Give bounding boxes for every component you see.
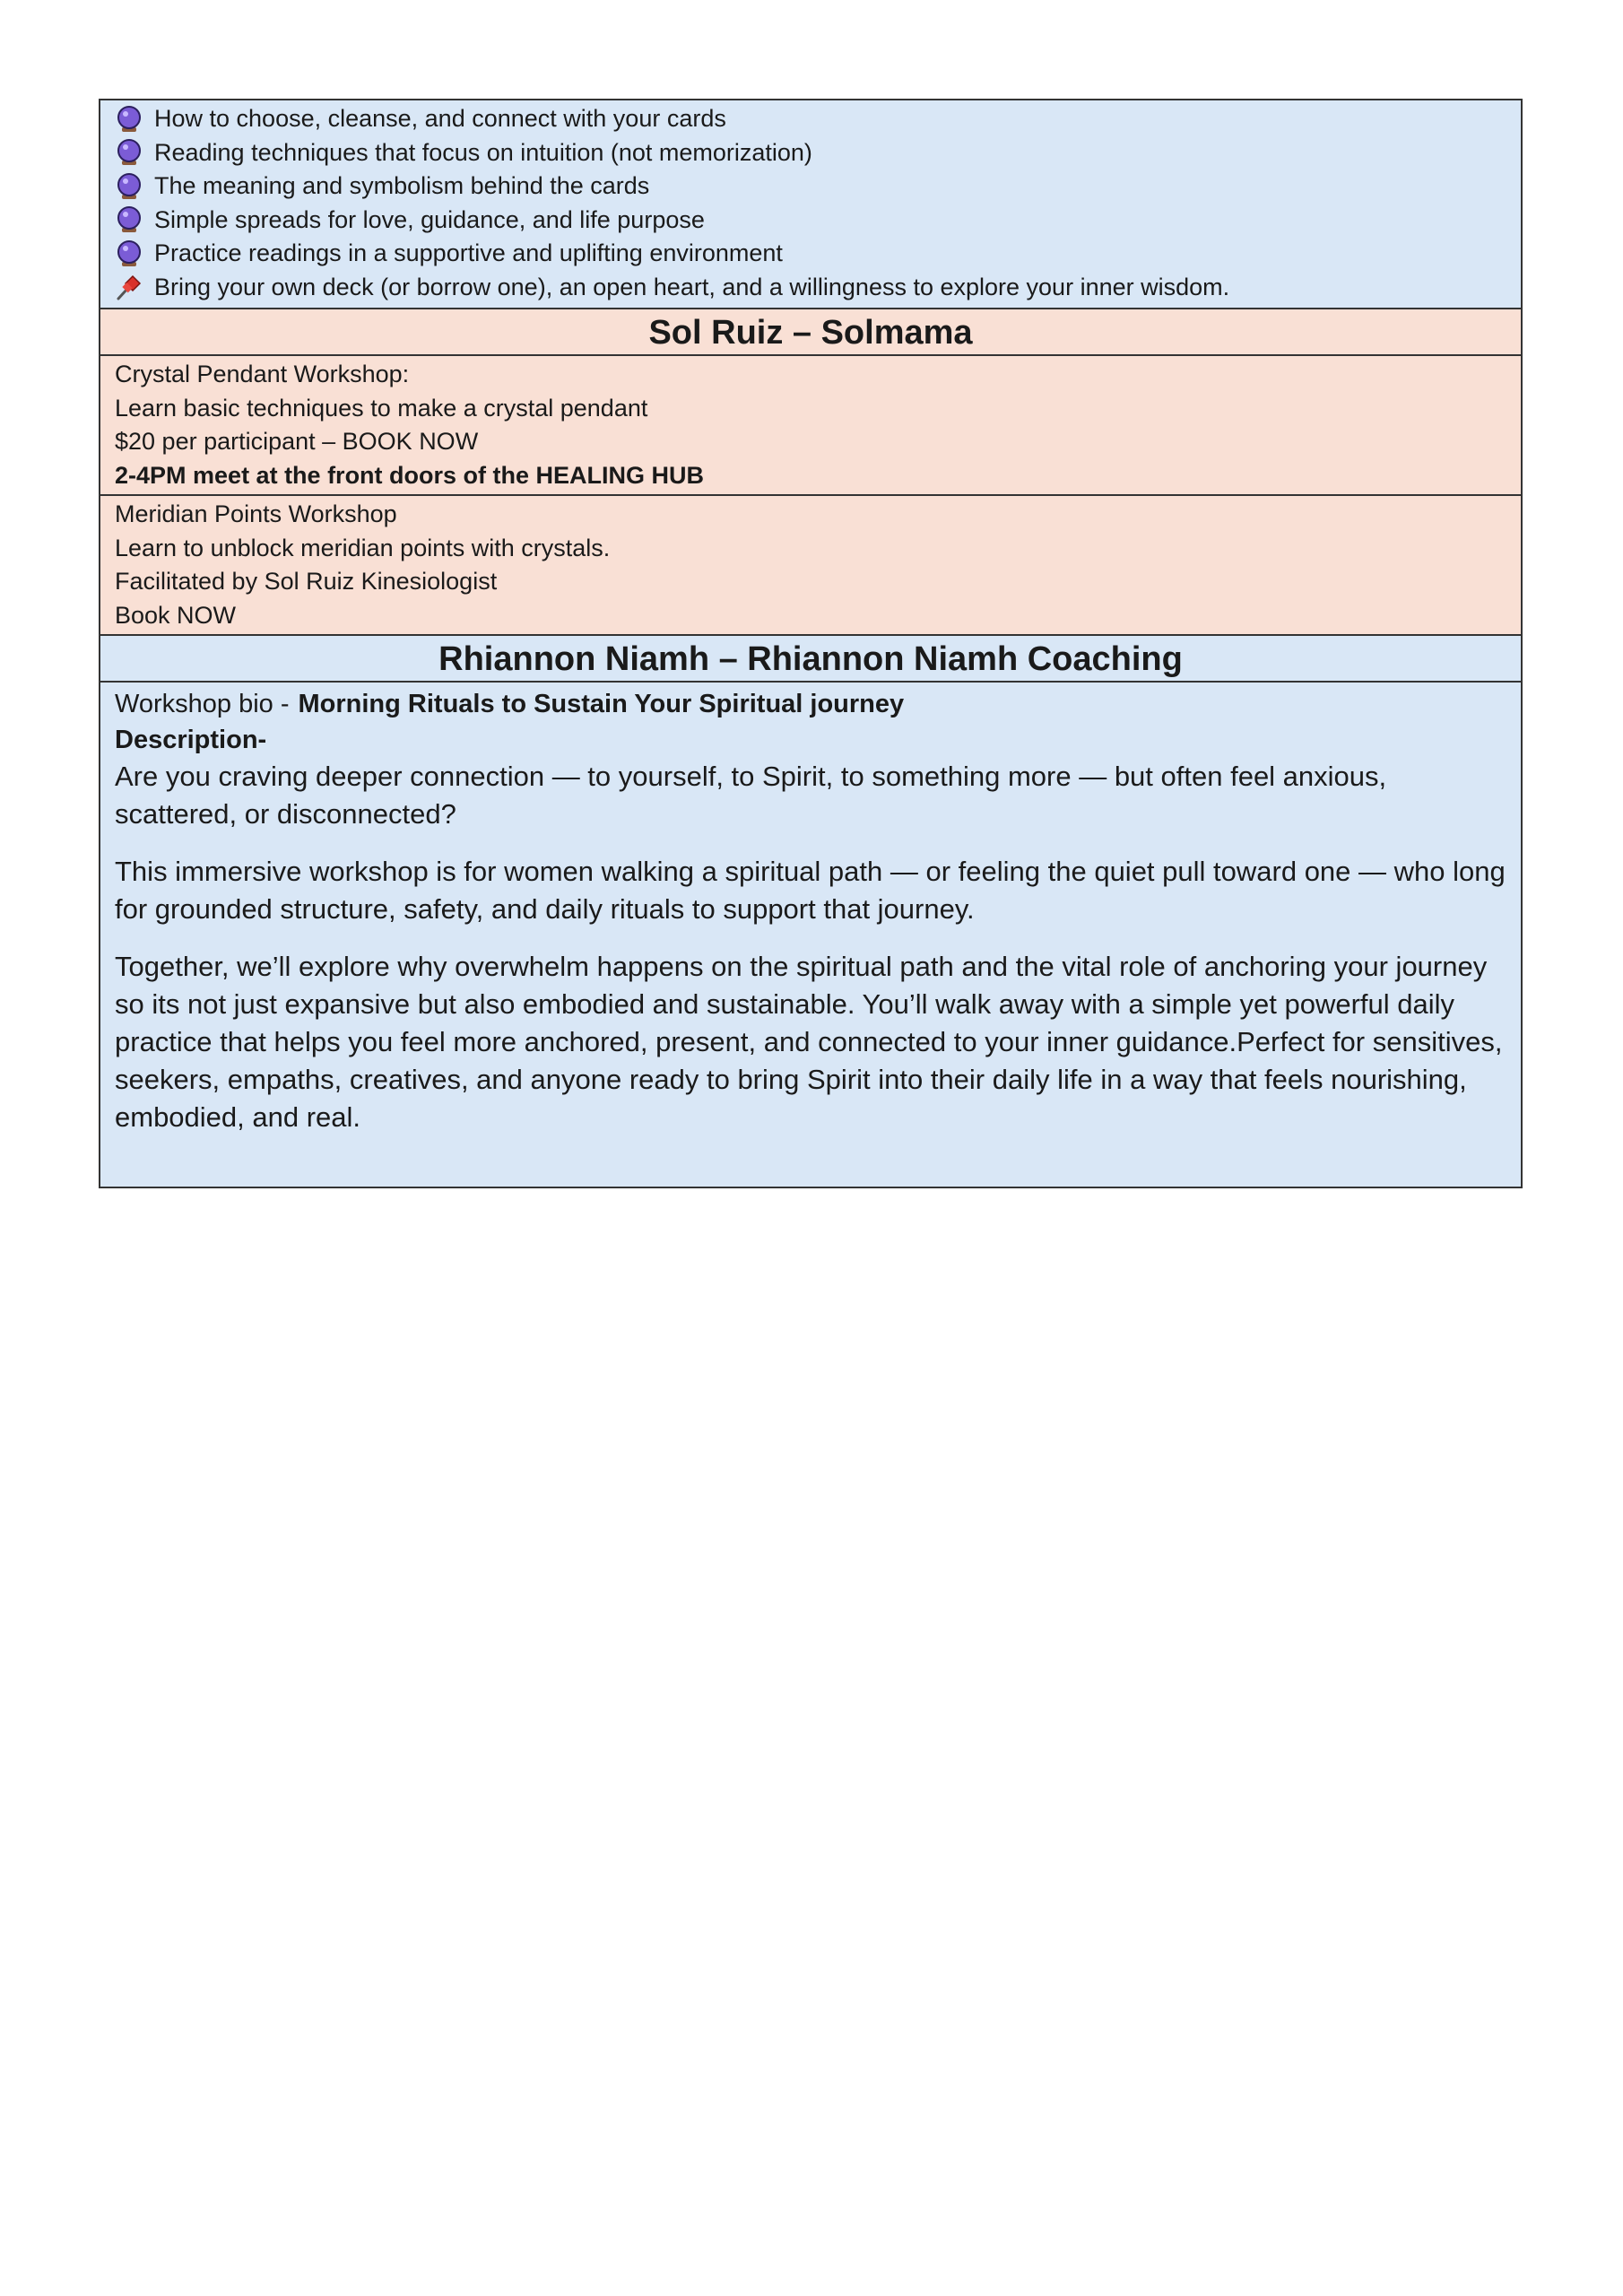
description-paragraph: Are you craving deeper connection — to yourself, to Spirit, to something more — but often feel anxious, scattered, or disconnected? — [115, 761, 1387, 830]
workshop-title: Meridian Points Workshop — [115, 500, 397, 527]
bio-label: Workshop bio - — [115, 690, 290, 718]
crystal-ball-icon — [115, 205, 143, 234]
workshop-line: Learn to unblock meridian points with crystals. — [115, 534, 611, 561]
bullet-text: The meaning and symbolism behind the cards — [154, 172, 650, 199]
workshop-table — [99, 99, 1523, 1188]
crystal-ball-icon — [115, 239, 143, 268]
crystal-ball-icon — [115, 138, 143, 167]
workshop-facilitator: Facilitated by Sol Ruiz Kinesiologist — [115, 568, 498, 595]
bullet-text: How to choose, cleanse, and connect with your cards — [154, 105, 726, 132]
tarot-bullets-cell — [100, 100, 1521, 309]
workshop-meeting-info: 2-4PM meet at the front doors of the HEALING HUB — [115, 461, 705, 489]
meridian-points-workshop-cell — [100, 496, 1521, 636]
description-paragraph: Together, we’ll explore why overwhelm happens on the spiritual path and the vital role of anchoring your journey so its not just expansive but also embodied and sustainable. You’ll walk away with a simple yet powerful daily practice that helps you feel more anchored, present, and connected to your inner guidance.Perfect for sensitives, seekers, empaths, creatives, and anyone ready to bring Spirit into their daily life in a way that feels nourishing, embodied, and real. — [115, 951, 1503, 1133]
pushpin-icon — [115, 273, 143, 301]
workshop-title: Crystal Pendant Workshop: — [115, 361, 410, 387]
workshop-line: Learn basic techniques to make a crystal pendant — [115, 394, 648, 422]
bullet-item — [115, 237, 1506, 271]
bullet-text: Reading techniques that focus on intuition (not memorization) — [154, 138, 812, 166]
workshop-price: $20 per participant – BOOK NOW — [115, 428, 479, 455]
crystal-ball-icon — [115, 172, 143, 201]
crystal-ball-icon — [115, 105, 143, 134]
bullet-text: Bring your own deck (or borrow one), an open heart, and a willingness to explore your inner wisdom. — [154, 273, 1230, 300]
rhiannon-workshop-bio-cell — [100, 683, 1521, 1187]
bullet-item — [115, 271, 1506, 305]
bullet-item — [115, 170, 1506, 204]
bullet-item — [115, 136, 1506, 170]
bullet-text: Practice readings in a supportive and uplifting environment — [154, 239, 783, 266]
description-label: Description- — [115, 726, 267, 754]
bullet-text: Simple spreads for love, guidance, and life purpose — [154, 205, 705, 233]
sol-ruiz-heading: Sol Ruiz – Solmama — [100, 309, 1521, 356]
bullet-item — [115, 204, 1506, 238]
bullet-item — [115, 102, 1506, 136]
crystal-pendant-workshop-cell — [100, 356, 1521, 496]
description-paragraph: This immersive workshop is for women walking a spiritual path — or feeling the quiet pull toward one — who long for grounded structure, safety, and daily rituals to support that journey. — [115, 856, 1506, 925]
rhiannon-niamh-heading: Rhiannon Niamh – Rhiannon Niamh Coaching — [100, 636, 1521, 683]
workshop-booking: Book NOW — [115, 601, 237, 629]
bio-title: Morning Rituals to Sustain Your Spiritual journey — [298, 690, 905, 718]
bio-title-line — [115, 686, 1506, 722]
